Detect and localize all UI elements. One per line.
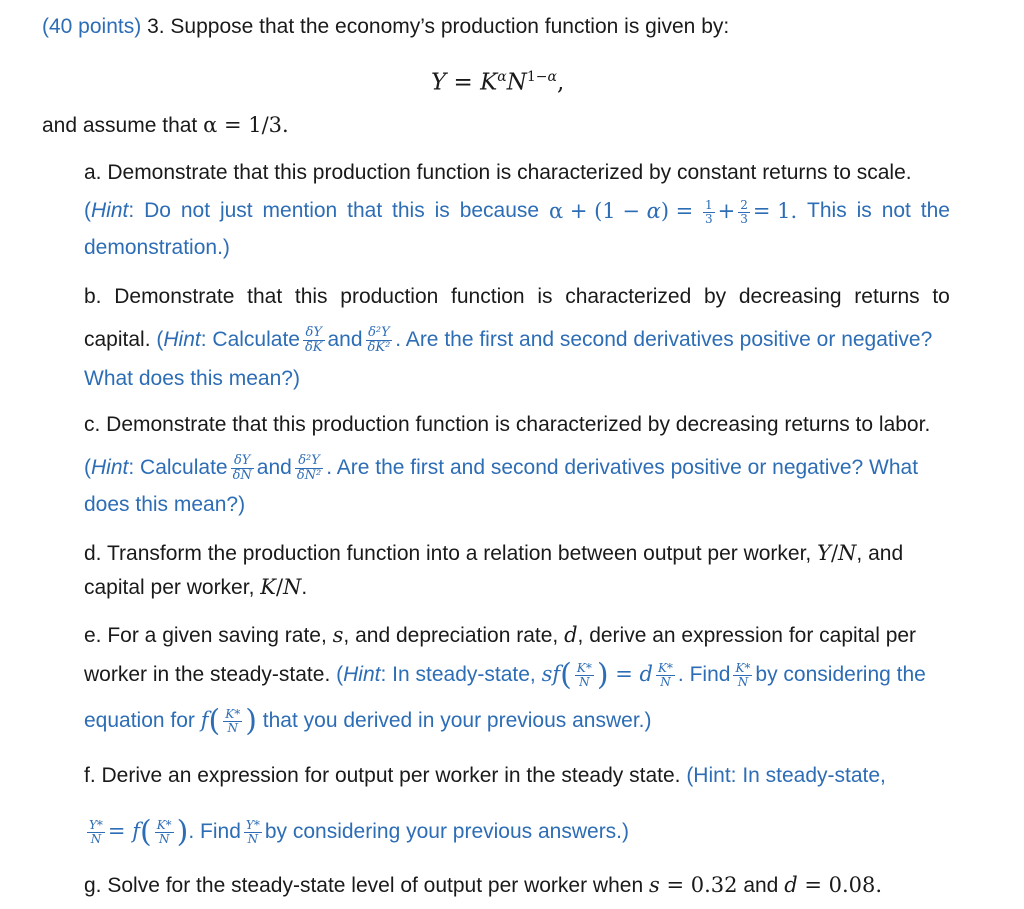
points-label: (40 points): [42, 15, 142, 38]
part-e-hint: worker in the steady-state. (Hint: In steady-state, sf( $\frac{K*}{N}$ ) = d $\frac{K*}{N}$ . Find $\frac{K*}{N}$ by considering the: [84, 657, 926, 693]
part-d-text: d. Transform the production function into a relation between output per worker, Y/N, and: [84, 541, 904, 565]
question-intro: 3. Suppose that the economy’s production function is given by:: [147, 15, 730, 38]
part-c-text: c. Demonstrate that this production function is characterized by decreasing returns to labor.: [84, 413, 931, 436]
production-function-equation: $Y = K^\alpha N^{1-\alpha}$,: [431, 69, 565, 96]
part-b-text: b. Demonstrate that this production function is characterized by decreasing returns to: [84, 285, 950, 308]
part-d-text-2: capital per worker, K/N.: [84, 575, 308, 599]
part-c-hint-end: does this mean?): [84, 493, 246, 516]
part-e-hint-end: equation for f( $\frac{K*}{N}$ ) that you derived in your previous answer.): [84, 703, 652, 739]
part-b-hint: capital. (Hint: Calculate $\frac{\delta Y}{\delta K}$ and $\frac{\text{δ²Y}}{\text{δK²}}$ . Are the first and second derivatives positive or negative?: [84, 325, 933, 355]
part-a-text: a. Demonstrate that this production function is characterized by constant returns to scale.: [84, 161, 912, 184]
part-e-text: e. For a given saving rate, s, and depreciation rate, d, derive an expression for capital per: [84, 623, 917, 647]
question-header: [42, 14, 729, 40]
part-c-hint: (Hint: Calculate $\frac{\delta Y}{\delta N}$ and $\frac{\text{δ²Y}}{\text{δN²}}$ . Are the first and second derivatives positive or negative? What: [84, 453, 919, 483]
part-b-hint-end: What does this mean?): [84, 367, 300, 390]
part-f-hint: $\frac{Y*}{N}$ = f( $\frac{K*}{N}$ ). Find $\frac{Y*}{N}$ by considering your previous answers.): [89, 814, 630, 850]
part-f-text: f. Derive an expression for output per worker in the steady state. (Hint: In steady-state,: [84, 764, 886, 787]
part-g-text: g. Solve for the steady-state level of output per worker when s = 0.32 and d = 0.08.: [84, 873, 883, 897]
part-a-hint-end: demonstration.): [84, 236, 230, 259]
part-a-hint: (Hint: Do not just mention that this is because α + (1 − α) = $\frac{1}{3}$ + $\frac{2}{3}$ = 1. This is not the: [84, 198, 950, 226]
alpha-assumption: and assume that α = 1/3.: [42, 113, 289, 137]
